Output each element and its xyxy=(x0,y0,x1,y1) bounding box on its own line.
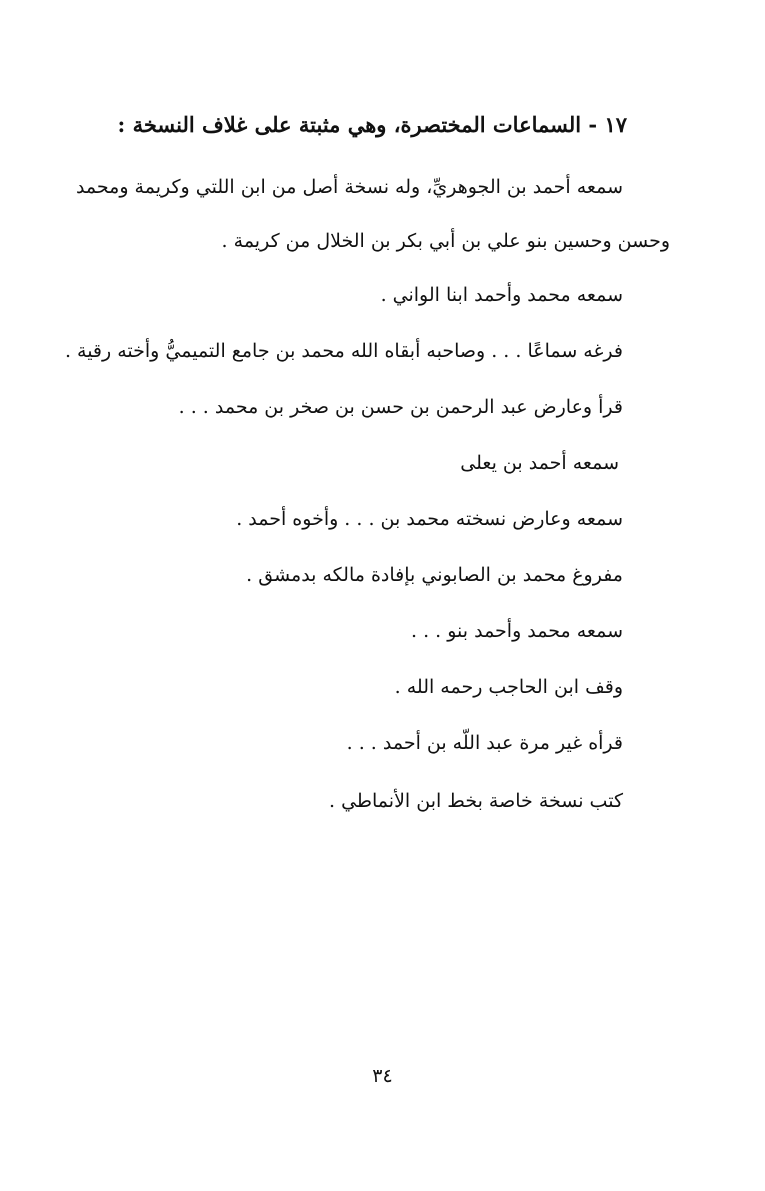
text-line: قرأه غير مرة عبد اللّه بن أحمد . . . xyxy=(346,732,623,754)
text-line: سمعه محمد وأحمد بنو . . . xyxy=(410,620,623,642)
text-line: وقف ابن الحاجب رحمه الله . xyxy=(394,676,623,698)
text-line: وحسن وحسين بنو علي بن أبي بكر بن الخلال من كريمة . xyxy=(221,230,670,252)
section-heading: ١٧ - السماعات المختصرة، وهي مثبتة على غلاف النسخة : xyxy=(117,112,627,137)
text-line: سمعه أحمد بن الجوهريِّ، وله نسخة أصل من ابن اللتي وكريمة ومحمد xyxy=(75,176,623,198)
text-line: كتب نسخة خاصة بخط ابن الأنماطي . xyxy=(328,790,623,812)
text-line: مفروغ محمد بن الصابوني بإفادة مالكه بدمشق . xyxy=(246,564,623,586)
text-line: سمعه وعارض نسخته محمد بن . . . وأخوه أحمد . xyxy=(236,508,623,530)
page-number: ٣٤ xyxy=(372,1065,393,1087)
text-line: سمعه محمد وأحمد ابنا الواني . xyxy=(380,284,623,306)
text-line: فرغه سماعًا . . . وصاحبه أبقاه الله محمد بن جامع التميميُّ وأخته رقية . xyxy=(64,340,623,362)
text-line: قرأ وعارض عبد الرحمن بن حسن بن صخر بن محمد . . . xyxy=(178,396,623,418)
text-line: سمعه أحمد بن يعلى xyxy=(460,452,619,474)
